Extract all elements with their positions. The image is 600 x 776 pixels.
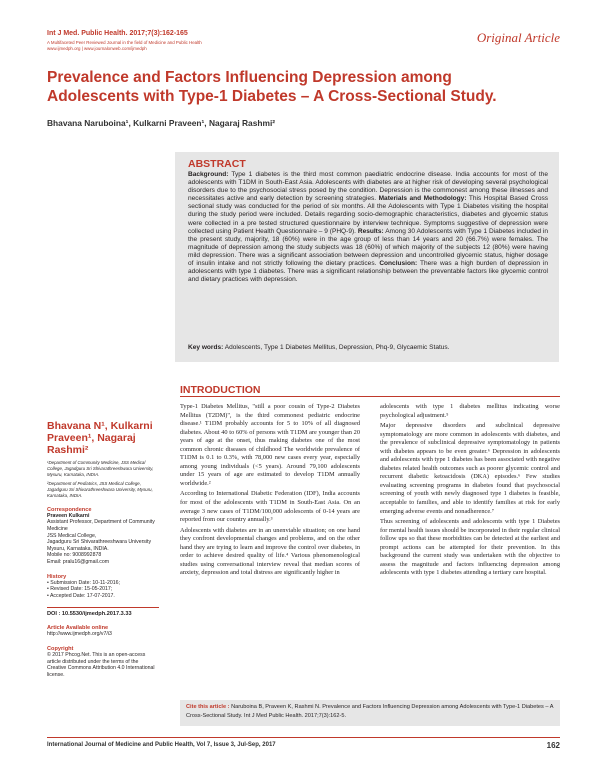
intro-paragraph: Major depressive disorders and subclinical depressive symptomatology are more common in adolescents with diabetes, and the prevalence of subclinical depressive symptomatology in patients with diabetes appears to be even greater.⁶ Depression in adolescents and adolescents with type 1 diabetes has been associated with negative diabetes related health outcomes such as poorer glycemic control and recurrent diabetic ketoacidosis (DKA) episodes.⁶ Few studies evaluating screening programs in diabetes found that psychosocial screening of youth with newly diagnosed type 1 diabetes is feasible, acceptable to families, and able to identify families at risk for early emerging adverse events and nonadherence.⁷ [380, 422, 560, 515]
footer-divider [47, 737, 560, 738]
results-label: Results: [357, 227, 384, 235]
affiliation-2: ²Department of Pediatrics, JSS Medical College, Jagadguru Sri Shivarathreeshwara University, Mysuru, Karnataka, INDIA. [47, 481, 153, 498]
intro-column-1 [180, 403, 360, 580]
results-text: Among 30 Adolescents with Type 1 Diabetes included in the present study, majority, 18 (60%) were in the age group of less than 14 years and 20 (66.7%) were females. The magnitude of depression among the study subjects was 18 (60%) of which majority of the subjects 12 (80%) were having mild depression. There was a significant association between depression and uncontrolled glycemic status, higher dosage of insulin intake and not strictly following the dietary practices. [188, 227, 548, 268]
article-title: Prevalence and Factors Influencing Depression among Adolescents with Type-1 Diabetes – A Cross-Sectional Study. [47, 69, 497, 105]
author-list: Bhavana Naruboina¹, Kulkarni Praveen¹, Nagaraj Rashmi² [47, 118, 276, 128]
sidebar-authors: Bhavana N¹, Kulkarni Praveen¹, Nagaraj Rashmi² [47, 420, 153, 456]
online-heading: Article Available online [47, 625, 109, 632]
article-type: Original Article [476, 30, 560, 45]
journal-tagline: A Multifaceted Peer Reviewed Journal in the field of Medicine and Public Health [47, 40, 202, 45]
abstract-body [188, 171, 548, 284]
cite-text: Naruboina B, Praveen K, Rashmi N. Prevalence and Factors Influencing Depression among Adolescents with Type-1 Diabetes – A Cross-Sectional Study. Int J Med Public Health. 2017;7(3):162-5. [186, 704, 554, 719]
journal-subline [47, 40, 307, 52]
correspondence-line: JSS Medical College, [47, 532, 97, 539]
intro-paragraph: Thus screening of adolescents and adolescents with type 1 Diabetes for mental health issues should be incorporated in their regular clinical follow ups so that these morbidities can be detected at the earliest and prompt actions can be attempted for their prevention. In this background the current study was undertaken with the objective to assess the magnitude and factors influencing depression among adolescents with type 1 diabetes attending a tertiary care hospital. [380, 518, 560, 577]
intro-paragraph: adolescents with type 1 diabetes mellitus indicating worse psychological adjustment.⁵ [380, 403, 560, 419]
article-sidebar [47, 420, 159, 678]
affiliation-1: ¹Department of Community Medicine, JSS Medical College, Jagadguru Sri Shivarathreeshwara University, Mysuru, Karnataka, INDIA. [47, 460, 154, 477]
keywords-text: Adolescents, Type 1 Diabetes Mellitus, Depression, Phq-9, Glycaemic Status. [224, 344, 450, 351]
copyright-heading: Copyright [47, 645, 74, 652]
history-heading: History [47, 573, 67, 580]
intro-column-2 [380, 403, 560, 580]
correspondence-email[interactable]: Email: pralu16@gmail.com [47, 558, 110, 565]
conclusion-text: There was a high burden of depression in adolescents with type 1 diabetes. There was a significant relationship between the preventable factors like glycemic control and dietary practices with depression. [188, 260, 548, 284]
abstract-heading: ABSTRACT [188, 158, 246, 170]
background-label: Background: [188, 171, 229, 178]
page-number: 162 [546, 741, 560, 750]
cite-label: Cite this article : [186, 704, 230, 710]
intro-divider [180, 396, 560, 397]
history-item: • Submission Date: 10-11-2016; [47, 579, 120, 586]
conclusion-label: Conclusion: [379, 260, 418, 268]
correspondence-phone: Mobile no: 9008992878 [47, 552, 102, 559]
methods-label: Materials and Methodology: [378, 195, 467, 203]
journal-citation: Int J Med. Public Health. 2017;7(3):162-165 [47, 30, 188, 37]
correspondence-line: Jagadguru Sri Shivarathreeshwara University Mysuru, Karnataka, INDIA. [47, 539, 152, 552]
methods-text: This Hospital Based Cross sectional study was conducted for the period of six months. All the Adolescents with Type 1 Diabetes visiting the hospital during the study period were included. Details regarding socio-demographic characteristics, diabetes and glycemic status were collected in a pre tested structured questionnaire by interview technique. Symptoms suggestive of depression were collected using Patient Health Questionnaire – 9 (PHQ-9). [188, 195, 549, 235]
intro-paragraph: According to International Diabetic Federation (IDF), India accounts for most of the adolescents with T1DM in South-East Asia. On an average 3 new cases of T1DM/100,000 adolescents of 0-14 years are reported from our country annually.³ [180, 490, 360, 524]
doi[interactable]: DOI : 10.5530/ijmedph.2017.3.33 [47, 607, 159, 617]
intro-paragraph: Adolescents with diabetes are in an unenviable situation; on one hand they confront developmental changes and problems, and on the other hand they are trying to learn and improve the control over diabetes, in order to achieve desired quality of life.⁴ Various phenomenological studies using conversational interview reveal that median scores of anxiety, depression and total distress are significantly higher in [180, 526, 360, 577]
journal-urls: www.ijmedph.org | www.journalonweb.com/ijmedph [47, 46, 147, 51]
intro-paragraph: Type-1 Diabetes Mellitus, "still a poor cousin of Type-2 Diabetes Mellitus (T2DM)", is the third commonest pediatric endocrine disease.¹ T1DM probably accounts for 5 to 10% of all diagnosed diabetes. About 40 to 60% of persons with T1DM are younger than 20 years of age at the onset, thus making diabetes one of the most common chronic diseases of childhood The worldwide prevalence of T1DM is 0.1 to 0.3%, with 78,000 new cases every year, especially among young individuals (<5 years). Around 79,100 adolescents under 15 years of age are estimated to develop T1DM annually worldwide.² [180, 403, 360, 487]
history-item: • Revised Date: 15-05-2017; [47, 586, 113, 593]
correspondence-line: Assistant Professor, Department of Community Medicine [47, 519, 155, 532]
online-link[interactable]: http://www.ijmedph.org/v7/i3 [47, 631, 112, 638]
keywords-label: Key words: [188, 344, 224, 351]
cite-this-article [186, 703, 556, 721]
history-item: • Accepted Date: 17-07-2017. [47, 592, 115, 599]
intro-heading: INTRODUCTION [180, 384, 261, 396]
keywords [188, 344, 548, 352]
copyright-text: © 2017 Phcog.Net. This is an open-access article distributed under the terms of the Creative Commons Attribution 4.0 International license. [47, 651, 155, 678]
correspondence-name: Praveen Kulkarni [47, 512, 90, 519]
footer-journal: International Journal of Medicine and Public Health, Vol 7, Issue 3, Jul-Sep, 2017 [47, 742, 276, 748]
background-text: Type 1 diabetes is the third most common paediatric endocrine disease. India accounts for most of the adolescents with T1DM in South-East Asia. Adolescents with diabetes are at higher risk of developing several psychological disorders due to the psychosocial stress posed by the condition. Depression is the commonest among these illnesses and necessitates active and early detection by screening strategies. [188, 171, 548, 203]
correspondence-heading: Correspondence [47, 506, 92, 513]
